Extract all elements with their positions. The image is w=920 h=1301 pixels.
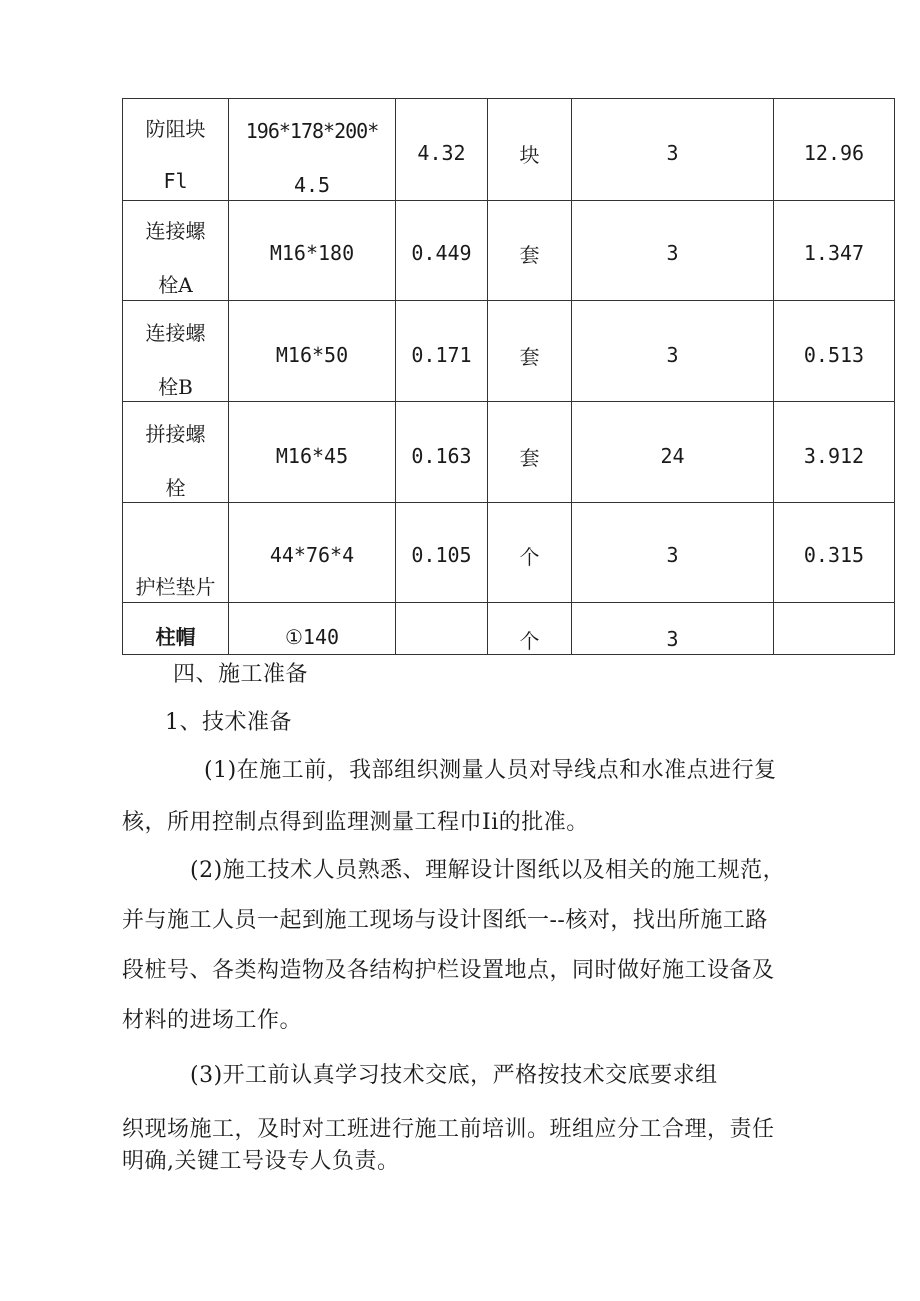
total-cell [774, 201, 895, 301]
total-value: 1.347 [803, 241, 865, 265]
paragraph-3-line-3: 明确,关键工号设专人负责。 [122, 1149, 400, 1174]
spec-value: 44*76*4 [269, 543, 355, 567]
total-cell [774, 301, 895, 402]
total-value: 0.513 [803, 343, 865, 367]
item-name-cell [123, 503, 229, 603]
materials-table [122, 98, 895, 655]
item-name-line1: 防阻块 [145, 117, 206, 141]
unit-value: 套 [519, 345, 540, 369]
unit-value: 套 [519, 446, 540, 470]
unit-cell [488, 503, 572, 603]
spec-cell [229, 402, 396, 503]
unit-weight-value: 0.105 [411, 543, 472, 567]
unit-value: 块 [519, 143, 540, 167]
paragraph-1-line-2: 核，所用控制点得到监理测量工程巾Ii的批准。 [122, 810, 589, 835]
table-row [123, 503, 895, 603]
item-name-cell [123, 603, 229, 655]
item-name-line1: 连接螺 [145, 219, 206, 243]
total-value: 0.315 [803, 543, 865, 567]
spec-line2: 4.5 [293, 173, 331, 197]
item-name-cell [123, 99, 229, 201]
quantity-value: 3 [666, 141, 679, 165]
quantity-value: 3 [666, 343, 679, 367]
spec-value: M16*50 [275, 343, 349, 367]
item-name-line2: 护栏垫片 [135, 575, 216, 599]
item-name-line1: 连接螺 [145, 321, 206, 345]
total-cell [774, 503, 895, 603]
unit-value: 个 [519, 629, 540, 653]
paragraph-2-line-1: (2)施工技术人员熟悉、理解设计图纸以及相关的施工规范， [190, 858, 786, 883]
unit-weight-value: 0.449 [411, 241, 472, 265]
item-name-line2: Fl [163, 169, 188, 193]
spec-cell [229, 99, 396, 201]
quantity-value: 3 [666, 241, 679, 265]
spec-value: M16*45 [275, 444, 349, 468]
quantity-value: 3 [666, 543, 679, 567]
quantity-cell [572, 201, 774, 301]
spec-cell [229, 201, 396, 301]
total-cell [774, 603, 895, 655]
unit-value: 套 [519, 243, 540, 267]
table-row [123, 603, 895, 655]
unit-cell [488, 402, 572, 503]
item-name-cell [123, 402, 229, 503]
total-cell [774, 402, 895, 503]
unit-weight-cell [396, 503, 488, 603]
paragraph-3-line-1: (3)开工前认真学习技术交底，严格按技术交底要求组 [190, 1063, 718, 1088]
paragraph-1-line-1: (1)在施工前，我部组织测量人员对导线点和水准点进行复 [204, 758, 777, 783]
quantity-cell [572, 301, 774, 402]
total-cell [774, 99, 895, 201]
unit-value: 个 [519, 545, 540, 569]
unit-cell [488, 301, 572, 402]
spec-cell [229, 503, 396, 603]
table-row [123, 402, 895, 503]
unit-weight-value: 0.163 [411, 444, 472, 468]
item-name-line2: 栓 [165, 476, 186, 500]
unit-weight-cell [396, 201, 488, 301]
table-row [123, 201, 895, 301]
item-name-line1: 拼接螺 [145, 422, 206, 446]
quantity-cell [572, 402, 774, 503]
unit-cell [488, 603, 572, 655]
quantity-value: 24 [660, 444, 685, 468]
unit-weight-cell [396, 603, 488, 655]
unit-cell [488, 201, 572, 301]
item-name-cell [123, 301, 229, 402]
unit-weight-value: 4.32 [417, 141, 466, 165]
section-heading: 四、施工准备 [173, 662, 309, 687]
unit-weight-cell [396, 99, 488, 201]
unit-weight-value: 0.171 [411, 343, 472, 367]
item-name: 柱帽 [155, 625, 196, 649]
total-value: 3.912 [803, 444, 865, 468]
table-row [123, 301, 895, 402]
spec-value: ①140 [284, 625, 340, 649]
paragraph-3-line-2: 织现场施工，及时对工班进行施工前培训。班组应分工合理，责任 [122, 1117, 775, 1142]
item-name-line2: 栓B [158, 375, 193, 399]
spec-cell [229, 603, 396, 655]
unit-weight-cell [396, 301, 488, 402]
paragraph-2-line-4: 材料的进场工作。 [122, 1008, 303, 1033]
quantity-cell [572, 99, 774, 201]
spec-cell [229, 301, 396, 402]
table-row [123, 99, 895, 201]
quantity-cell [572, 603, 774, 655]
paragraph-2-line-3: 段桩号、各类构造物及各结构护栏设置地点，同时做好施工设备及 [122, 958, 775, 983]
unit-cell [488, 99, 572, 201]
quantity-cell [572, 503, 774, 603]
subsection-heading: 1、技术准备 [165, 710, 292, 735]
item-name-line2: 栓A [158, 273, 193, 297]
spec-value: M16*180 [269, 241, 355, 265]
paragraph-2-line-2: 并与施工人员一起到施工现场与设计图纸一--核对，找出所施工路 [122, 908, 768, 933]
spec-line1: 196*178*200* [245, 119, 379, 143]
unit-weight-cell [396, 402, 488, 503]
quantity-value: 3 [666, 627, 679, 651]
total-value: 12.96 [803, 141, 865, 165]
item-name-cell [123, 201, 229, 301]
